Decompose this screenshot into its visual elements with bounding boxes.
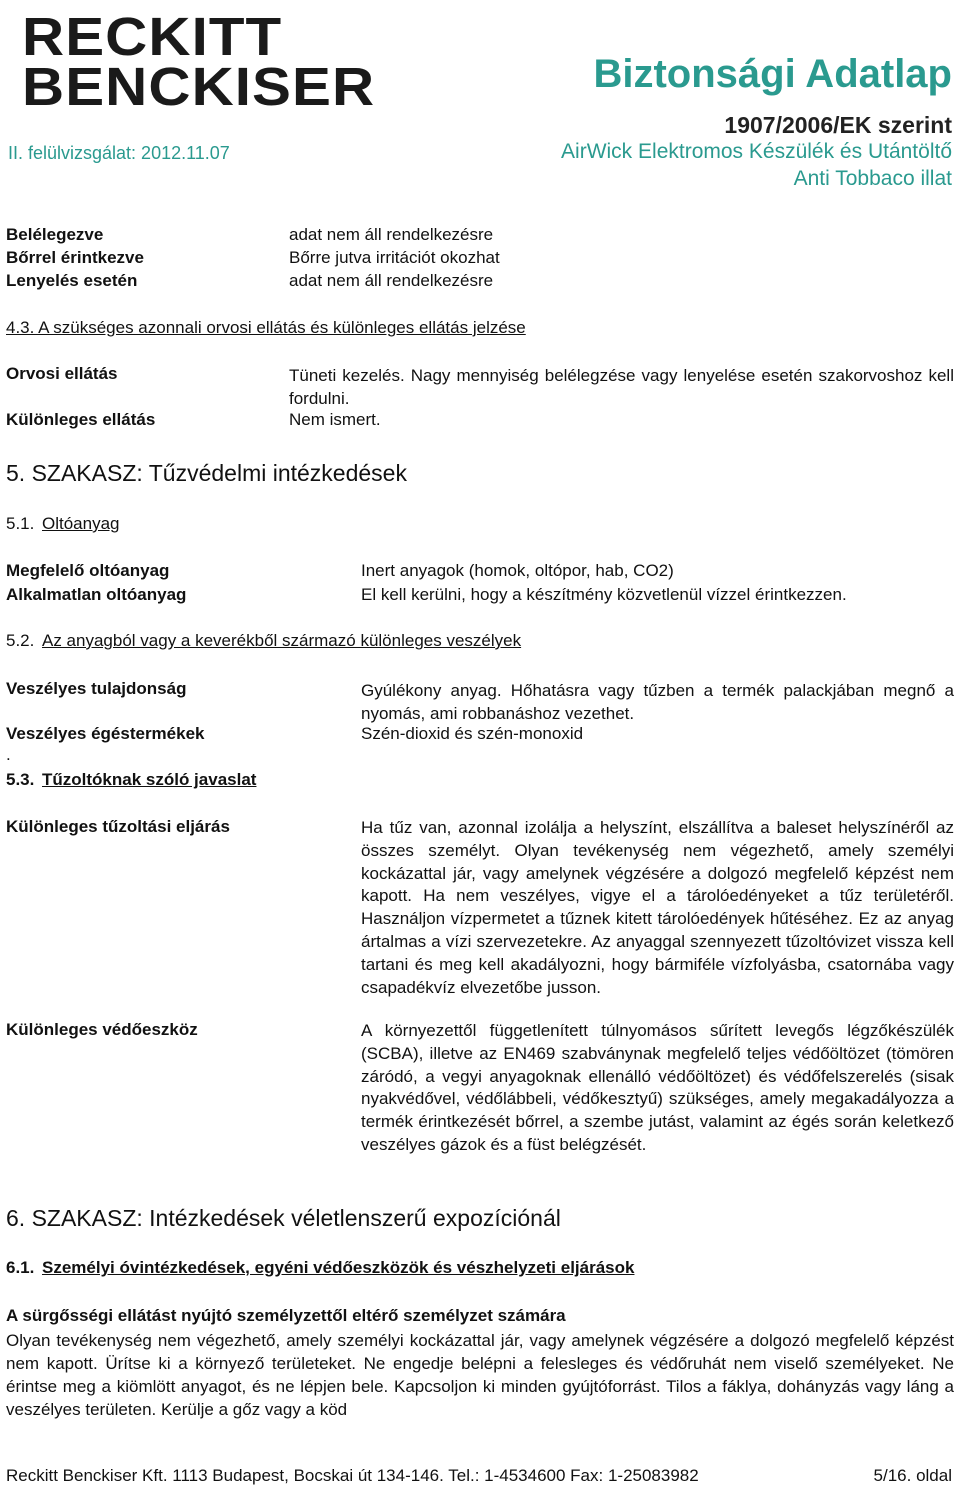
medical-care-label: Orvosi ellátás [6,364,118,383]
section-5-1-title: Oltóanyag [42,514,120,533]
exposure-label-inhalation: Belélegezve [6,225,104,244]
exposure-value-ingestion: adat nem áll rendelkezésre [289,271,494,290]
document-title: Biztonsági Adatlap [593,52,952,96]
combustion-products-label: Veszélyes égéstermékek [6,724,205,743]
protective-equipment-value: A környezettől függetlenített túlnyomásos sűrített levegős légzőkészülék (SCBA), illetve az EN469 szabványnak megfelelő teljes védőöltözet (tömören záródó, a vegyi anyagoknak ellenálló védőöltözet) és védőfelszerelés (sisak nyakvédővel, védőlábbeli, védőkesztyű) szükséges, amely megakadályozza a termék érintkezését bőrrel, a szembe jutást, valamint az égés során keletkező veszélyes gázok és a füst belégzését. [361,1021,954,1154]
section-6-subheading: A sürgősségi ellátást nyújtó személyzettől eltérő személyzet számára [6,1306,566,1325]
unsuitable-media-value: El kell kerülni, hogy a készítmény közvetlenül vízzel érintkezzen. [361,585,847,604]
firefighting-procedure-label: Különleges tűzoltási eljárás [6,817,230,836]
product-name: AirWick Elektromos Készülék és Utántöltő [561,140,952,163]
firefighting-procedure-value: Ha tűz van, azonnal izolálja a helyszínt, elszállítva a baleset helyszínéről az összes személyt. Olyan tevékenység nem végezhető, amely személyi kockázattal jár, vagy amelynek végzésére a dolgozó megfelelő képzést nem kapott. Ha nem veszélyes, vigye el a tárolóedényeket a tűz területéről. Használjon vízpermetet a tűznek kitett tárolóedények hűtéséhez. Ez az anyag ártalmas a vízi szervezetekre. Az anyaggal szennyezett tűzoltóvizet vissza kell tartani és meg kell akadályozni, hogy bármiféle vízfolyásba, csatornába vagy csapadékvíz elvezetőbe jusson. [361,818,954,997]
footer-page-number: 5/16. oldal [873,1466,952,1485]
product-variant: Anti Tobbaco illat [793,167,952,190]
special-care-value: Nem ismert. [289,410,381,429]
section-5-2-number: 5.2. [6,631,35,650]
hazard-property-value: Gyúlékony anyag. Hőhatásra vagy tűzben a termék palackjában megnő a nyomás, ami robbanáshoz vezethet. [361,681,954,723]
hazard-property-label: Veszélyes tulajdonság [6,679,187,698]
section-6-1-title: Személyi óvintézkedések, egyéni védőeszközök és vészhelyzeti eljárások [42,1258,635,1277]
suitable-media-label: Megfelelő oltóanyag [6,561,170,580]
section-4-3-heading: 4.3. A szükséges azonnali orvosi ellátás és különleges ellátás jelzése [6,318,526,337]
medical-care-value: Tüneti kezelés. Nagy mennyiség belélegzése vagy lenyelése esetén szakorvoshoz kell fordulni. [289,366,954,408]
section-5-1-number: 5.1. [6,514,35,533]
logo-line-1: RECKITT [22,7,283,67]
combustion-products-value: Szén-dioxid és szén-monoxid [361,724,584,743]
exposure-value-inhalation: adat nem áll rendelkezésre [289,225,494,244]
unsuitable-media-label: Alkalmatlan oltóanyag [6,585,187,604]
exposure-label-skin: Bőrrel érintkezve [6,248,144,267]
logo-line-2: BENCKISER [22,57,376,117]
exposure-label-ingestion: Lenyelés esetén [6,271,138,290]
section-6-body: Olyan tevékenység nem végezhető, amely személyi kockázattal jár, vagy amelynek végzésére a dolgozó megfelelő képzést nem kapott. Ürítse ki a környező területeket. Ne engedje belépni a felesleges és védőruhát nem viselő személyeket. Ne érintse meg a kiömlött anyagot, és ne lépjen bele. Kapcsoljon ki minden gyújtóforrást. Tilos a fáklya, dohányzás vagy láng a veszélyes területen. Kerülje a gőz vagy a köd [6,1331,954,1419]
regulation-reference: 1907/2006/EK szerint [724,112,952,138]
exposure-value-skin: Bőrre jutva irritációt okozhat [289,248,500,267]
special-care-label: Különleges ellátás [6,410,156,429]
section-6-title: 6. SZAKASZ: Intézkedések véletlenszerű expozíciónál [6,1205,561,1231]
section-6-1-number: 6.1. [6,1258,35,1277]
section-5-title: 5. SZAKASZ: Tűzvédelmi intézkedések [6,460,407,486]
company-logo [22,7,376,120]
section-5-3-number: 5.3. [6,770,35,789]
suitable-media-value: Inert anyagok (homok, oltópor, hab, CO2) [361,561,674,580]
footer-company: Reckitt Benckiser Kft. 1113 Budapest, Bocskai út 134-146. Tel.: 1-4534600 Fax: 1-25083982 [6,1466,699,1485]
section-5-2-title: Az anyagból vagy a keverékből származó különleges veszélyek [42,631,522,650]
stray-dot: . [6,745,11,764]
protective-equipment-label: Különleges védőeszköz [6,1020,198,1039]
revision-date: II. felülvizsgálat: 2012.11.07 [8,143,230,163]
section-5-3-title: Tűzoltóknak szóló javaslat [42,770,257,789]
